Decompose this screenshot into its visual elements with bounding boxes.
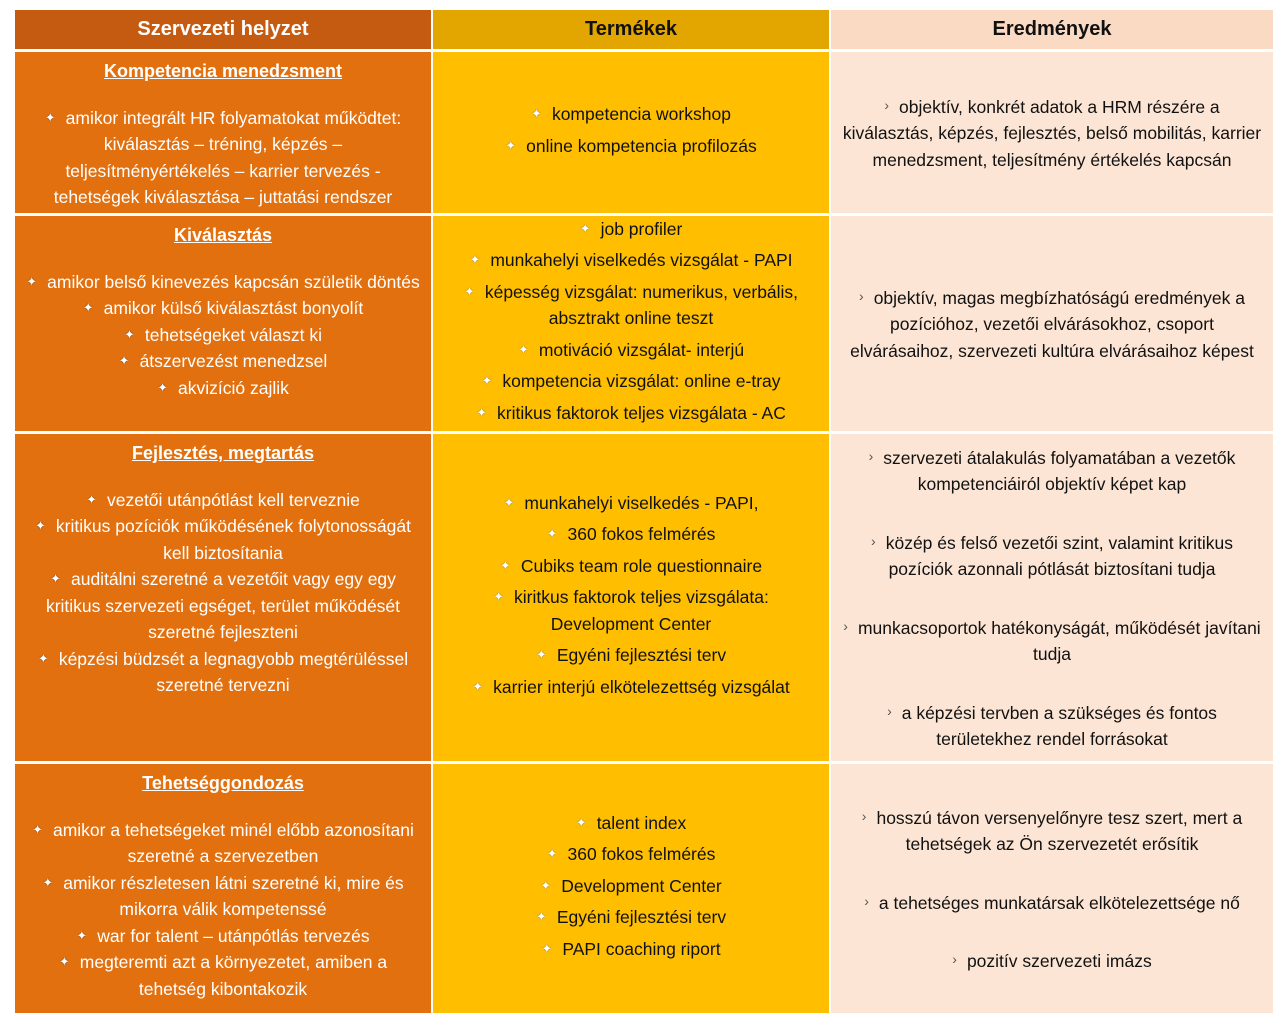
item-text: megteremti azt a környezetet, amiben a tehetség kibontakozik	[79, 952, 388, 999]
star-bullet-icon: ✦	[26, 273, 38, 289]
list-item	[472, 674, 790, 701]
section-title: Fejlesztés, megtartás	[131, 443, 315, 463]
item-text: motiváció vizsgálat- interjú	[538, 339, 745, 360]
star-bullet-icon: ✦	[541, 940, 553, 956]
list-item	[441, 279, 821, 332]
list-item	[839, 698, 1265, 753]
products-cell	[433, 52, 831, 216]
item-text: amikor a tehetségeket minél előbb azonosítani szeretné a szervezetben	[52, 819, 414, 866]
products-cell	[433, 216, 831, 434]
star-bullet-icon: ✦	[546, 846, 558, 862]
star-bullet-icon: ✦	[37, 650, 49, 666]
list-item	[531, 101, 731, 128]
item-text: Cubiks team role questionnaire	[520, 555, 763, 576]
list-item	[547, 841, 716, 868]
list-item	[83, 295, 364, 322]
star-bullet-icon: ✦	[118, 353, 130, 368]
list-item	[952, 946, 1151, 975]
header-products: Termékek	[433, 10, 831, 52]
item-text: vezetői utánpótlást kell terveznie	[106, 489, 360, 510]
arrow-bullet-icon: ›	[952, 951, 957, 967]
list-item	[76, 923, 369, 950]
list-item	[540, 873, 721, 900]
list-item	[576, 810, 686, 837]
item-text: amikor integrált HR folyamatokat működtet: kiválasztás – tréning, képzés – teljesítményértékelés – karrier tervezés - tehetségek kiválasztása – juttatási rendszer	[53, 107, 402, 207]
star-bullet-icon: ✦	[86, 491, 97, 507]
item-text: kiritkus faktorok teljes vizsgálata: Development Center	[514, 587, 769, 634]
item-text: 360 fokos felmérés	[567, 524, 716, 545]
list-item	[23, 949, 423, 1002]
item-text: PAPI coaching riport	[562, 938, 721, 959]
star-bullet-icon: ✦	[157, 379, 169, 395]
list-item	[23, 817, 423, 870]
star-bullet-icon: ✦	[535, 909, 547, 925]
list-item	[469, 247, 792, 274]
arrow-bullet-icon: ›	[861, 807, 867, 824]
item-text: Egyéni fejlesztési terv	[556, 645, 727, 666]
item-text: közép és felső vezetői szint, valamint kritikus pozíciók azonnali pótlását biztosítani tudja	[885, 532, 1233, 579]
list-item	[839, 803, 1265, 858]
list-item	[864, 888, 1240, 917]
list-item	[518, 337, 744, 364]
star-bullet-icon: ✦	[44, 109, 56, 125]
item-text: objektív, konkrét adatok a HRM részére a kiválasztás, képzés, fejlesztés, belső mobilitás, karrier menedzsment, teljesítmény értékelés kapcsán	[842, 96, 1262, 170]
arrow-bullet-icon: ›	[864, 892, 869, 909]
item-text: pozitív szervezeti imázs	[966, 951, 1152, 971]
arrow-bullet-icon: ›	[887, 702, 892, 719]
item-text: kompetencia vizsgálat: online e-tray	[502, 371, 781, 392]
list-item	[839, 528, 1265, 583]
arrow-bullet-icon: ›	[859, 287, 864, 304]
star-bullet-icon: ✦	[505, 137, 517, 153]
star-bullet-icon: ✦	[58, 954, 70, 969]
star-bullet-icon: ✦	[531, 106, 542, 121]
star-bullet-icon: ✦	[535, 647, 547, 663]
item-text: munkahelyi viselkedés vizsgálat - PAPI	[490, 250, 793, 271]
star-bullet-icon: ✦	[82, 300, 94, 315]
star-bullet-icon: ✦	[540, 877, 552, 893]
situation-cell	[15, 434, 433, 764]
products-cell	[433, 434, 831, 764]
item-text: job profiler	[600, 218, 683, 239]
item-text: Egyéni fejlesztési terv	[556, 907, 727, 928]
star-bullet-icon: ✦	[35, 518, 46, 533]
list-item	[505, 133, 756, 160]
competency-table	[15, 10, 1273, 1016]
list-item	[839, 283, 1265, 365]
star-bullet-icon: ✦	[517, 341, 529, 357]
situation-cell	[15, 52, 433, 216]
item-text: auditálni szeretné a vezetőit vagy egy egy kritikus szervezeti egséget, terület működését szeretné fejleszteni	[45, 569, 401, 642]
item-text: képesség vizsgálat: numerikus, verbális, absztrakt online teszt	[484, 281, 799, 329]
list-item	[157, 375, 289, 402]
list-item	[23, 870, 423, 923]
products-cell	[433, 764, 831, 1016]
list-item	[119, 348, 328, 375]
star-bullet-icon: ✦	[476, 404, 488, 420]
results-cell	[831, 216, 1273, 434]
list-item	[481, 368, 780, 395]
list-item	[580, 216, 683, 243]
list-item	[23, 646, 423, 699]
star-bullet-icon: ✦	[463, 283, 475, 299]
item-text: kritikus pozíciók működésének folytonosságát kell biztosítania	[55, 516, 411, 563]
list-item	[839, 613, 1265, 668]
star-bullet-icon: ✦	[76, 927, 88, 943]
item-text: amikor külső kiválasztást bonyolít	[103, 298, 364, 318]
item-text: amikor belső kinevezés kapcsán születik döntés	[47, 271, 420, 292]
star-bullet-icon: ✦	[481, 373, 493, 389]
item-text: szervezeti átalakulás folyamatában a vezetők kompetenciáiról objektív képet kap	[883, 447, 1236, 494]
star-bullet-icon: ✦	[503, 494, 515, 510]
star-bullet-icon: ✦	[42, 874, 54, 890]
list-item	[541, 936, 720, 963]
star-bullet-icon: ✦	[124, 326, 135, 342]
section-title: Kompetencia menedzsment	[103, 61, 343, 81]
star-bullet-icon: ✦	[499, 557, 511, 573]
list-item	[536, 904, 726, 931]
item-text: akvizíció zajlik	[178, 377, 289, 398]
arrow-bullet-icon: ›	[868, 447, 874, 464]
item-text: talent index	[596, 812, 687, 833]
section-title: Kiválasztás	[173, 225, 273, 245]
item-text: 360 fokos felmérés	[567, 844, 716, 865]
star-bullet-icon: ✦	[50, 571, 61, 586]
item-text: online kompetencia profilozás	[526, 135, 757, 156]
results-cell	[831, 434, 1273, 764]
star-bullet-icon: ✦	[472, 678, 484, 694]
item-text: a tehetséges munkatársak elkötelezettsége nő	[878, 892, 1240, 913]
header-situation: Szervezeti helyzet	[15, 10, 433, 52]
item-text: karrier interjú elkötelezettség vizsgálat	[493, 676, 790, 697]
list-item	[86, 487, 360, 514]
results-cell	[831, 764, 1273, 1016]
star-bullet-icon: ✦	[546, 526, 558, 542]
list-item	[536, 642, 726, 669]
item-text: a képzési tervben a szükséges és fontos területekhez rendel forrásokat	[901, 702, 1217, 749]
list-item	[124, 322, 322, 349]
item-text: war for talent – utánpótlás tervezés	[97, 925, 370, 946]
section-title: Tehetséggondozás	[142, 773, 304, 793]
item-text: Development Center	[561, 875, 722, 896]
arrow-bullet-icon: ›	[884, 96, 889, 113]
list-item	[476, 400, 786, 427]
item-text: hosszú távon versenyelőnyre tesz szert, mert a tehetségek az Ön szervezetét erősítik	[876, 807, 1243, 854]
item-text: kompetencia workshop	[551, 104, 731, 124]
item-text: munkacsoportok hatékonyságát, működését javítani tudja	[857, 617, 1261, 664]
header-results: Eredmények	[831, 10, 1273, 52]
results-cell	[831, 52, 1273, 216]
item-text: átszervezést menedzsel	[139, 351, 328, 371]
situation-cell	[15, 764, 433, 1016]
star-bullet-icon: ✦	[493, 589, 505, 605]
item-text: tehetségeket választ ki	[144, 324, 322, 345]
list-item	[26, 269, 419, 296]
item-text: objektív, magas megbízhatóságú eredmények a pozícióhoz, vezetői elvárásokhoz, csoport elvárásaihoz, szervezeti kultúra elvárásaihoz képest	[850, 287, 1254, 361]
list-item	[23, 105, 423, 211]
list-item	[839, 443, 1265, 498]
arrow-bullet-icon: ›	[871, 532, 876, 549]
star-bullet-icon: ✦	[32, 821, 43, 837]
item-text: amikor részletesen látni szeretné ki, mire és mikorra válik kompetenssé	[63, 872, 404, 919]
list-item	[504, 490, 759, 517]
list-item	[839, 92, 1265, 174]
list-item	[500, 553, 762, 580]
list-item	[23, 566, 423, 646]
item-text: munkahelyi viselkedés - PAPI,	[524, 492, 759, 513]
situation-cell	[15, 216, 433, 434]
item-text: képzési büdzsét a legnagyobb megtérüléssel szeretné tervezni	[58, 648, 409, 695]
star-bullet-icon: ✦	[469, 252, 481, 268]
star-bullet-icon: ✦	[575, 814, 587, 830]
list-item	[547, 521, 716, 548]
list-item	[441, 584, 821, 637]
star-bullet-icon: ✦	[579, 220, 591, 236]
list-item	[23, 513, 423, 566]
item-text: kritikus faktorok teljes vizsgálata - AC	[497, 402, 786, 423]
arrow-bullet-icon: ›	[843, 617, 848, 634]
